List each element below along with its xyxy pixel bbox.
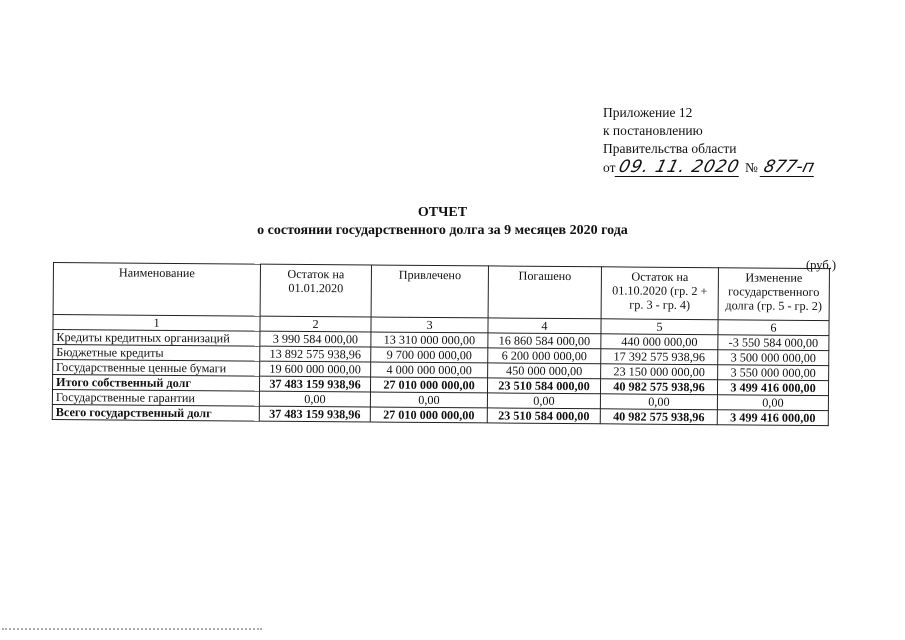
appendix-date-line [603,158,816,177]
row-value: 40 982 575 938,96 [600,379,717,395]
row-name: Кредиты кредитных организаций [53,330,260,347]
appendix-block [603,104,816,177]
row-value: 3 499 416 000,00 [717,380,828,396]
appendix-line-1: Приложение 12 [603,105,693,120]
row-value: 0,00 [717,395,828,411]
column-number: 6 [718,320,829,336]
appendix-line-3: Правительства области [603,141,737,156]
row-value: 440 000 000,00 [601,334,718,350]
header-repaid: Погашено [488,266,601,319]
handwritten-date: 09. 11. 2020 [617,157,743,177]
row-value: 0,00 [259,391,370,407]
date-prefix: от [603,160,616,175]
header-change: Изменение государственного долга (гр. 5 - гр. 2) [718,268,829,321]
handwritten-number: 877-п [761,157,817,177]
row-value: 37 483 159 938,96 [259,406,370,422]
row-name: Итого собственный долг [52,375,259,392]
header-balance-end: Остаток на 01.10.2020 (гр. 2 + гр. 3 - гр. 4) [601,267,718,320]
table-header-row [53,263,829,321]
row-value: 3 500 000 000,00 [718,350,829,366]
row-name: Бюджетные кредиты [53,345,260,362]
row-value: 0,00 [600,394,717,410]
column-number: 1 [53,315,260,332]
debt-report-table [52,262,830,426]
row-value: 6 200 000 000,00 [488,348,601,364]
header-balance-start: Остаток на 01.01.2020 [260,264,371,317]
row-value: 23 510 584 000,00 [487,378,600,394]
row-value: 27 010 000 000,00 [370,377,487,393]
row-value: -3 550 584 000,00 [718,335,829,351]
row-value: 13 892 575 938,96 [260,346,371,362]
row-value: 13 310 000 000,00 [371,332,488,348]
row-value: 9 700 000 000,00 [371,347,488,363]
scan-edge-mark [2,628,262,634]
column-number: 4 [488,318,601,334]
row-value: 0,00 [487,393,600,409]
row-name: Государственные гарантии [52,390,259,407]
row-value: 19 600 000 000,00 [260,361,371,377]
row-value: 16 860 584 000,00 [488,333,601,349]
report-title: ОТЧЕТ [417,205,468,220]
row-value: 40 982 575 938,96 [600,409,717,425]
report-subtitle: о состоянии государственного долга за 9 месяцев 2020 года [257,223,628,238]
row-name: Государственные ценные бумаги [53,360,260,377]
row-value: 23 150 000 000,00 [601,364,718,380]
row-value: 0,00 [370,392,487,408]
number-prefix: № [745,160,758,175]
row-value: 27 010 000 000,00 [370,407,487,423]
row-value: 4 000 000 000,00 [371,362,488,378]
column-number: 2 [260,316,371,332]
units-label: (руб.) [806,258,836,272]
row-value: 37 483 159 938,96 [259,376,370,392]
column-number: 3 [371,317,488,333]
appendix-line-2: к постановлению [603,123,703,138]
header-name: Наименование [53,263,260,317]
row-value: 17 392 575 938,96 [601,349,718,365]
column-number: 5 [601,319,718,335]
row-value: 450 000 000,00 [488,363,601,379]
row-value: 3 499 416 000,00 [717,410,828,426]
header-raised: Привлечено [371,265,488,318]
row-value: 23 510 584 000,00 [487,408,600,424]
row-value: 3 990 584 000,00 [260,331,371,347]
row-value: 3 550 000 000,00 [718,365,829,381]
row-name: Всего государственный долг [52,404,259,421]
